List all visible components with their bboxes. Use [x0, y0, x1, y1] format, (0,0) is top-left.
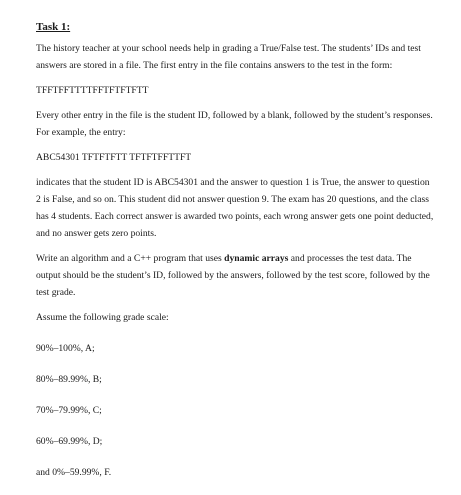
- grade-scale-intro: Assume the following grade scale:: [36, 312, 169, 323]
- grade-scale-item-a: 90%–100%, A;: [36, 343, 95, 354]
- intro-paragraph: The history teacher at your school needs help in grading a True/False test. The students’ IDs and test answers are stored in a file. The first entry in the file contains answers to the test in the form:: [36, 43, 421, 71]
- answer-key-line: TFFTFFTTTTFFTFTFTFTT: [36, 85, 149, 96]
- format-paragraph: Every other entry in the file is the student ID, followed by a blank, followed by the student’s responses. For example, the entry:: [36, 110, 433, 138]
- task-text-after: and processes the test data. The output should be the student’s ID, followed by the answers, followed by the test score, followed by the test grade.: [36, 253, 430, 298]
- grade-scale-item-b: 80%–89.99%, B;: [36, 374, 102, 385]
- grade-scale-list: [36, 340, 436, 481]
- example-entry-line: ABC54301 TFTFTFTT TFTFTFFTTFT: [36, 152, 192, 163]
- grade-scale-item-f: and 0%–59.99%, F.: [36, 467, 112, 478]
- task-paragraph: [36, 250, 436, 301]
- grade-scale-item-c: 70%–79.99%, C;: [36, 405, 102, 416]
- document-page: [36, 20, 436, 495]
- explanation-paragraph: indicates that the student ID is ABC54301 and the answer to question 1 is True, the answer to question 2 is False, and so on. This student did not answer question 9. The exam has 20 questions, and the class has 4 students. Each correct answer is awarded two points, each wrong answer gets one point deducted, and no answer gets zero points.: [36, 177, 434, 239]
- dynamic-arrays-emphasis: dynamic arrays: [224, 253, 289, 264]
- task-title: Task 1:: [36, 21, 71, 33]
- grade-scale-item-d: 60%–69.99%, D;: [36, 436, 103, 447]
- task-text-before: Write an algorithm and a C++ program that uses: [36, 253, 225, 264]
